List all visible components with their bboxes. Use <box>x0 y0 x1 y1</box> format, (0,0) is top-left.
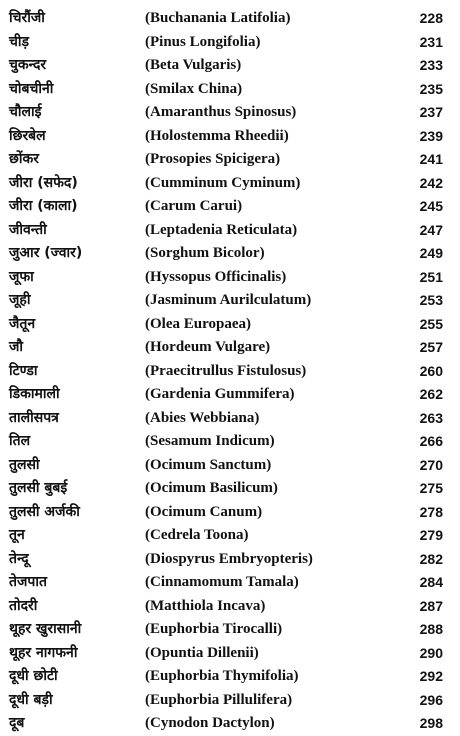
index-row <box>0 571 460 595</box>
hindi-name: छोंकर <box>9 151 39 167</box>
page-number: 263 <box>419 409 443 426</box>
index-row <box>0 430 460 454</box>
index-row <box>0 618 460 642</box>
page-number: 242 <box>419 174 443 191</box>
botanical-name: (Jasminum Aurilculatum) <box>145 292 312 308</box>
botanical-name: (Diospyrus Embryopteris) <box>145 550 313 567</box>
botanical-name: (Buchanania Latifolia) <box>145 10 291 26</box>
hindi-name: जीरा (सफेद) <box>9 174 78 191</box>
index-row <box>0 501 460 525</box>
botanical-name: (Prosopies Spicigera) <box>145 151 281 167</box>
botanical-name: (Euphorbia Pillulifera) <box>145 691 293 708</box>
page-number: 237 <box>419 104 443 120</box>
hindi-name: डिकामाली <box>9 386 60 402</box>
page-number: 266 <box>419 433 443 449</box>
index-row <box>0 360 460 384</box>
hindi-name: दूधी बड़ी <box>9 691 53 708</box>
botanical-name: (Amaranthus Spinosus) <box>145 104 297 120</box>
index-row <box>0 242 460 266</box>
botanical-name: (Abies Webbiana) <box>145 409 260 426</box>
page-number: 279 <box>419 527 443 543</box>
botanical-name: (Holostemma Rheedii) <box>145 127 289 144</box>
index-row <box>0 689 460 713</box>
page-number: 290 <box>419 644 443 661</box>
hindi-name: तोदरी <box>9 597 38 614</box>
botanical-name: (Ocimum Basilicum) <box>145 480 278 496</box>
hindi-name: चौलाई <box>9 104 42 120</box>
botanical-name: (Ocimum Sanctum) <box>145 456 272 473</box>
index-row <box>0 595 460 619</box>
index-row <box>0 407 460 431</box>
index-row <box>0 54 460 78</box>
botanical-name: (Leptadenia Reticulata) <box>145 221 298 238</box>
index-row <box>0 266 460 290</box>
botanical-name: (Beta Vulgaris) <box>145 57 242 73</box>
page-number: 278 <box>419 503 443 520</box>
hindi-name: चिरौंजी <box>9 10 45 26</box>
hindi-name: जीरा (काला) <box>9 198 78 214</box>
hindi-name: छिरबेल <box>9 127 46 144</box>
hindi-name: थूहर नागफनी <box>9 644 78 661</box>
page-number: 247 <box>419 221 443 238</box>
botanical-name: (Cynodon Dactylon) <box>145 715 275 731</box>
hindi-name: तुलसी अर्जकी <box>9 503 80 520</box>
page-number: 262 <box>419 386 443 402</box>
index-row <box>0 336 460 360</box>
page-number: 231 <box>419 33 443 50</box>
hindi-name: जूही <box>9 292 31 308</box>
hindi-name: दूधी छोटी <box>9 668 58 684</box>
hindi-name: तेन्दू <box>9 550 29 567</box>
index-row <box>0 289 460 313</box>
hindi-name: जौ <box>9 339 24 355</box>
index-row <box>0 665 460 689</box>
index-list <box>0 7 460 736</box>
hindi-name: चीड़ <box>9 33 30 50</box>
index-row <box>0 712 460 736</box>
hindi-name: तून <box>9 527 25 543</box>
hindi-name: तुलसी <box>9 456 40 473</box>
page-number: 255 <box>419 315 443 332</box>
page-number: 249 <box>419 245 443 261</box>
page-number: 296 <box>419 691 443 708</box>
index-row <box>0 31 460 55</box>
page-number: 253 <box>419 292 443 308</box>
index-row <box>0 7 460 31</box>
page-number: 298 <box>419 715 443 731</box>
page-number: 292 <box>419 668 443 684</box>
botanical-name: (Gardenia Gummifera) <box>145 386 295 402</box>
page-number: 282 <box>419 550 443 567</box>
page-number: 270 <box>419 456 443 473</box>
botanical-name: (Praecitrullus Fistulosus) <box>145 362 307 379</box>
hindi-name: जीवन्ती <box>9 221 47 238</box>
hindi-name: जैतून <box>9 315 36 332</box>
botanical-name: (Euphorbia Thymifolia) <box>145 668 299 684</box>
index-row <box>0 219 460 243</box>
botanical-name: (Hyssopus Officinalis) <box>145 268 287 285</box>
hindi-name: टिण्डा <box>9 362 38 379</box>
index-row <box>0 454 460 478</box>
botanical-name: (Smilax China) <box>145 80 243 97</box>
hindi-name: तुलसी बुबई <box>9 480 68 496</box>
index-row <box>0 148 460 172</box>
index-row <box>0 642 460 666</box>
index-row <box>0 383 460 407</box>
hindi-name: तिल <box>9 433 31 449</box>
page-number: 275 <box>419 480 443 496</box>
botanical-name: (Cedrela Toona) <box>145 527 249 543</box>
page-number: 287 <box>419 597 443 614</box>
index-row <box>0 548 460 572</box>
botanical-name: (Euphorbia Tirocalli) <box>145 621 283 637</box>
page-number: 288 <box>419 621 443 637</box>
page-number: 251 <box>419 268 443 285</box>
page-number: 233 <box>419 57 443 73</box>
hindi-name: तालीसपत्र <box>9 409 59 426</box>
page-number: 239 <box>419 127 443 144</box>
botanical-name: (Pinus Longifolia) <box>145 33 261 50</box>
hindi-name: जुआर (ज्वार) <box>9 245 83 261</box>
hindi-name: चोबचीनी <box>9 80 54 97</box>
index-row <box>0 125 460 149</box>
botanical-name: (Ocimum Canum) <box>145 503 263 520</box>
hindi-name: चुकन्दर <box>9 57 47 73</box>
page-number: 235 <box>419 80 443 97</box>
botanical-name: (Cinnamomum Tamala) <box>145 574 299 590</box>
botanical-name: (Hordeum Vulgare) <box>145 339 271 355</box>
hindi-name: दूब <box>9 715 25 731</box>
index-row <box>0 101 460 125</box>
index-row <box>0 195 460 219</box>
page-number: 228 <box>419 10 443 26</box>
index-row <box>0 313 460 337</box>
index-row <box>0 172 460 196</box>
hindi-name: तेजपात <box>9 574 47 590</box>
botanical-name: (Sesamum Indicum) <box>145 433 275 449</box>
botanical-name: (Opuntia Dillenii) <box>145 644 259 661</box>
botanical-name: (Cumminum Cyminum) <box>145 174 301 191</box>
page-number: 284 <box>419 574 443 590</box>
botanical-name: (Sorghum Bicolor) <box>145 245 265 261</box>
page-number: 245 <box>419 198 443 214</box>
index-row <box>0 524 460 548</box>
index-row <box>0 477 460 501</box>
botanical-name: (Matthiola Incava) <box>145 597 266 614</box>
hindi-name: थूहर खुरासानी <box>9 621 82 637</box>
index-row <box>0 78 460 102</box>
page-number: 241 <box>419 151 443 167</box>
botanical-name: (Carum Carui) <box>145 198 243 214</box>
botanical-name: (Olea Europaea) <box>145 315 251 332</box>
page-number: 260 <box>419 362 443 379</box>
page-number: 257 <box>419 339 443 355</box>
hindi-name: जूफा <box>9 268 34 285</box>
